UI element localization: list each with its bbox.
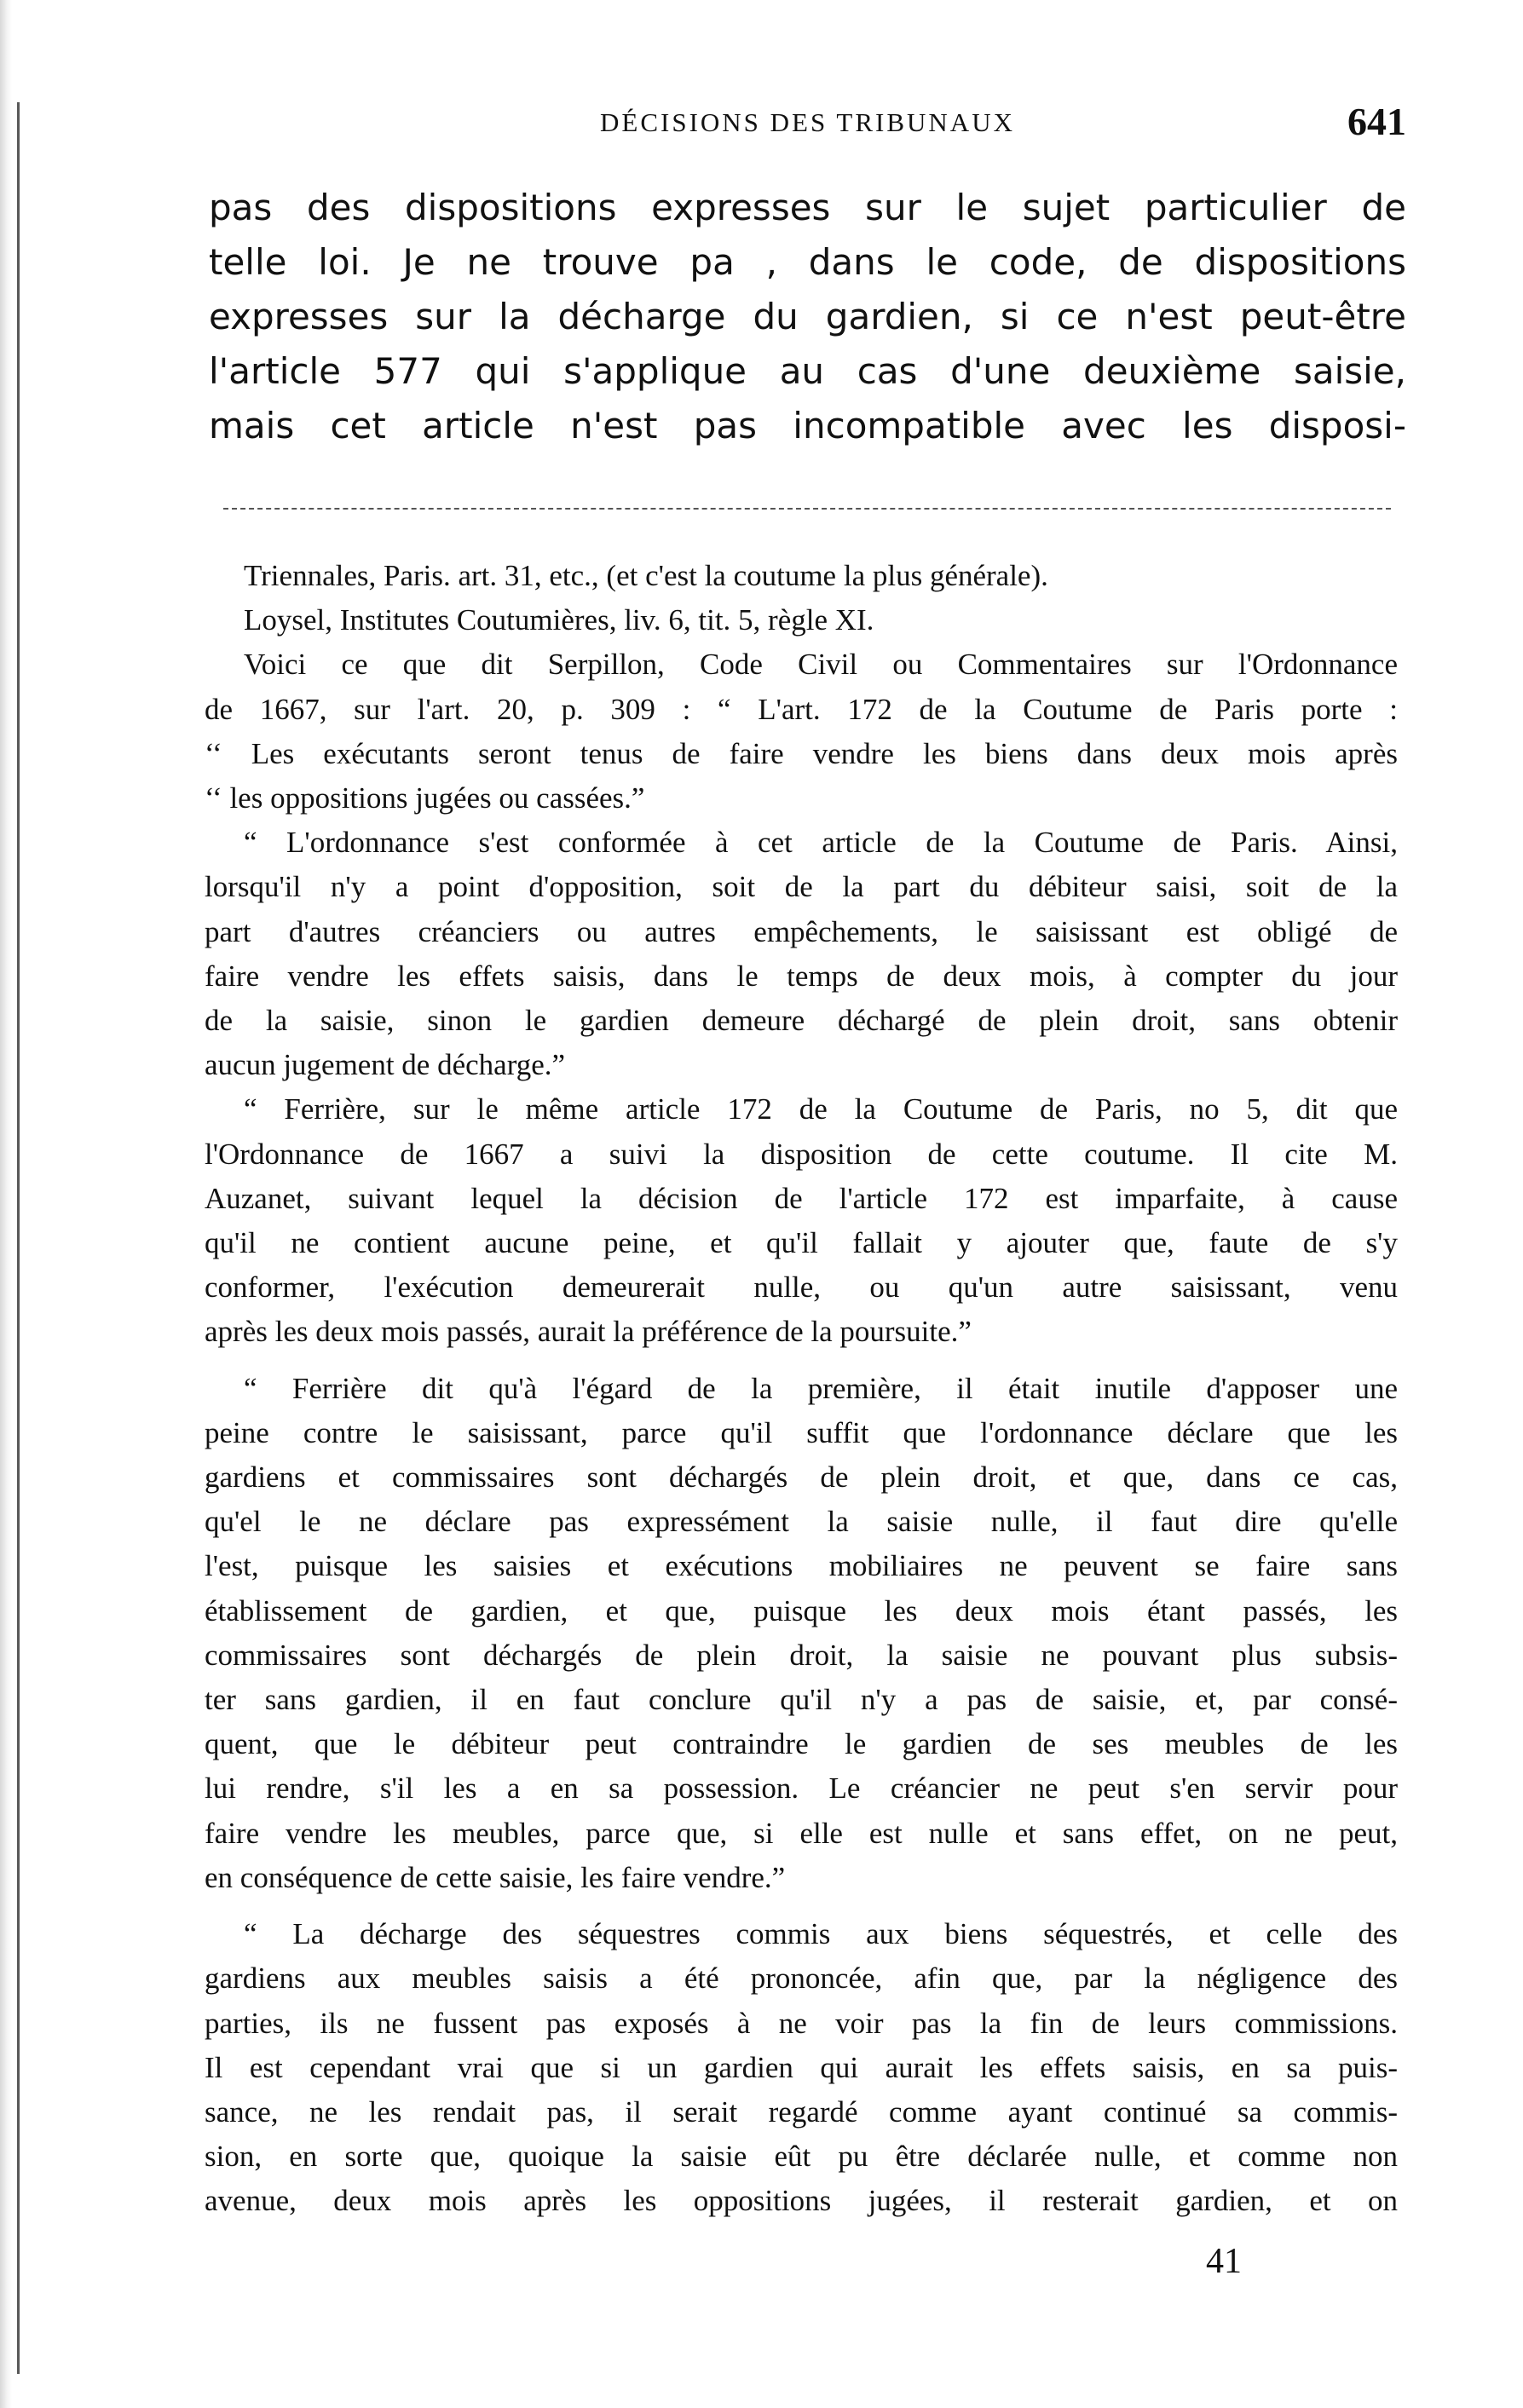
footnote-line: parties, ils ne fussent pas exposés à ne voir pas la fin de leurs commissions. — [205, 2006, 1398, 2040]
text-line: mais cet article n'est pas incompatible avec les disposi- — [209, 405, 1406, 446]
footnote-line: avenue, deux mois après les oppositions jugées, il resterait gardien, et on — [205, 2184, 1398, 2218]
footnote-line: ‘‘ Les exécutants seront tenus de faire vendre les biens dans deux mois après — [205, 736, 1398, 770]
footnote-line: “ Ferrière dit qu'à l'égard de la première, il était inutile d'apposer une — [244, 1371, 1398, 1405]
footnote-line: Voici ce que dit Serpillon, Code Civil ou Commentaires sur l'Ordonnance — [244, 648, 1398, 682]
text-line: expresses sur la décharge du gardien, si ce n'est peut-être — [209, 296, 1406, 337]
footnote-line: faire vendre les meubles, parce que, si elle est nulle et sans effet, on ne peut, — [205, 1816, 1398, 1850]
footnote-line: lui rendre, s'il les a en sa possession. Le créancier ne peut s'en servir pour — [205, 1771, 1398, 1806]
footnote-line: gardiens et commissaires sont déchargés de plein droit, et que, dans ce cas, — [205, 1460, 1398, 1495]
footnote-line: faire vendre les effets saisis, dans le temps de deux mois, à compter du jour — [205, 959, 1398, 993]
footnote-line: lorsqu'il n'y a point d'opposition, soit de la part du débiteur saisi, soit de la — [205, 870, 1398, 904]
running-head: DÉCISIONS DES TRIBUNAUX — [600, 107, 1015, 137]
text-line: pas des dispositions expresses sur le sujet particulier de — [209, 187, 1406, 228]
footnote-line: ter sans gardien, il en faut conclure qu'il n'y a pas de saisie, et, par consé- — [205, 1683, 1398, 1717]
footnote-line: Triennales, Paris. art. 31, etc., (et c'est la coutume la plus générale). — [244, 559, 1048, 592]
footnote-line: quent, que le débiteur peut contraindre le gardien de ses meubles de les — [205, 1727, 1398, 1761]
text-line: l'article 577 qui s'applique au cas d'une deuxième saisie, — [209, 350, 1406, 392]
footnote-line: ‘‘ les oppositions jugées ou cassées.” — [205, 781, 645, 815]
page-header — [209, 95, 1406, 155]
footnote-line: qu'il ne contient aucune peine, et qu'il fallait y ajouter que, faute de s'y — [205, 1226, 1398, 1260]
footnote-line: commissaires sont déchargés de plein droit, la saisie ne pouvant plus subsis- — [205, 1638, 1398, 1672]
text-line: telle loi. Je ne trouve pa , dans le code, de dispositions — [209, 241, 1406, 283]
page-spine-shadow — [0, 0, 19, 2408]
footnote-line: en conséquence de cette saisie, les faire vendre.” — [205, 1860, 786, 1894]
footnote-line: Il est cependant vrai que si un gardien qui aurait les effets saisis, en sa puis- — [205, 2050, 1398, 2084]
footnote-line: “ Ferrière, sur le même article 172 de la Coutume de Paris, no 5, dit que — [244, 1092, 1398, 1126]
binding-edge-line — [17, 102, 20, 2374]
footnote-line: l'est, puisque les saisies et exécutions mobiliaires ne peuvent se faire sans — [205, 1549, 1398, 1583]
footnote-line: Loysel, Institutes Coutumières, liv. 6, tit. 5, règle XI. — [244, 603, 874, 637]
signature-mark: 41 — [1206, 2242, 1242, 2281]
footnote-line: sance, ne les rendait pas, il serait regardé comme ayant continué sa commis- — [205, 2094, 1398, 2129]
footnote-line: de 1667, sur l'art. 20, p. 309 : “ L'art. 172 de la Coutume de Paris porte : — [205, 692, 1398, 726]
footnote-line: “ L'ordonnance s'est conformée à cet article de la Coutume de Paris. Ainsi, — [244, 826, 1398, 860]
footnote-line: après les deux mois passés, aurait la préférence de la poursuite.” — [205, 1315, 972, 1349]
page-number: 641 — [1347, 100, 1406, 143]
footnote-line: qu'el le ne déclare pas expressément la saisie nulle, il faut dire qu'elle — [205, 1505, 1398, 1539]
footnote-line: gardiens aux meubles saisis a été prononcée, afin que, par la négligence des — [205, 1962, 1398, 1996]
footnote-block — [205, 554, 1398, 2224]
footnote-line: aucun jugement de décharge.” — [205, 1048, 566, 1082]
footnote-line: part d'autres créanciers ou autres empêchements, le saisissant est obligé de — [205, 914, 1398, 948]
footnote-line: l'Ordonnance de 1667 a suivi la disposition de cette coutume. Il cite M. — [205, 1137, 1398, 1171]
footnote-line: peine contre le saisissant, parce qu'il suffit que l'ordonnance déclare que les — [205, 1415, 1398, 1449]
footnote-separator — [223, 508, 1391, 510]
main-text-block — [209, 181, 1406, 453]
footnote-line: “ La décharge des séquestres commis aux biens séquestrés, et celle des — [244, 1917, 1398, 1951]
footnote-line: de la saisie, sinon le gardien demeure déchargé de plein droit, sans obtenir — [205, 1004, 1398, 1038]
footnote-line: sion, en sorte que, quoique la saisie eût pu être déclarée nulle, et comme non — [205, 2140, 1398, 2174]
footnote-line: conformer, l'exécution demeurerait nulle, ou qu'un autre saisissant, venu — [205, 1270, 1398, 1305]
footnote-line: Auzanet, suivant lequel la décision de l'article 172 est imparfaite, à cause — [205, 1181, 1398, 1215]
footnote-line: établissement de gardien, et que, puisque les deux mois étant passés, les — [205, 1593, 1398, 1627]
